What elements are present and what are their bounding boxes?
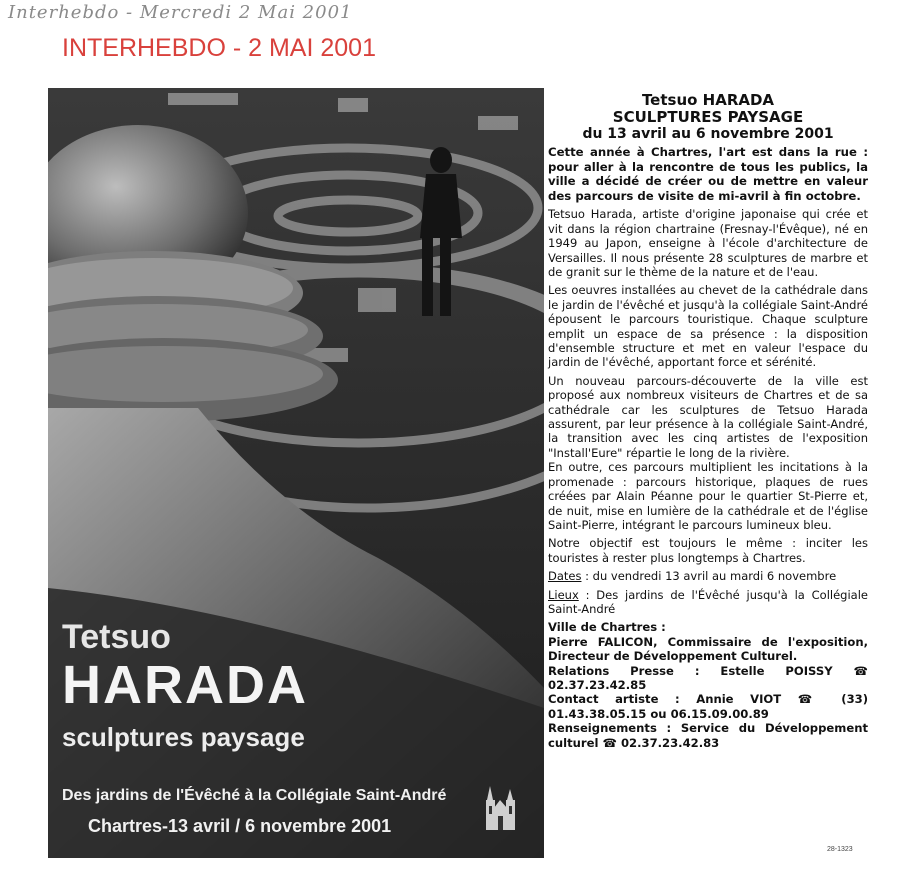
article-title-first: Tetsuo: [641, 91, 703, 109]
article-subtitle: SCULPTURES PAYSAGE: [612, 108, 804, 126]
publication-source: INTERHEBDO - 2 MAI 2001: [62, 34, 376, 62]
article-title: [548, 92, 868, 109]
article-paragraph: Les oeuvres installées au chevet de la cathédrale dans le jardin de l'évêché et jusqu'à la collégiale Saint-André épousent le parcours touristique. Chaque sculpture emplit un espace de sa présence : la disposition d'ensemble structure et met en valeur l'espace du jardin de l'évêché, apportant force et sérénité.: [548, 283, 868, 370]
article-paragraph: Un nouveau parcours-découverte de la ville est proposé aux nombreux visiteurs de Chartres et de sa cathédrale car les sculptures de Tetsuo Harada assurent, par leur présence à la collégiale Saint-André, la transition avec les cinq artistes de l'exposition "Install'Eure" répartie le long de la rivière.: [548, 373, 868, 460]
dates-label: Dates: [548, 569, 582, 584]
article-paragraph: En outre, ces parcours multiplient les incitations à la promenade : parcours historique, plaques de rues créées par Alain Péanne pour le quartier St-Pierre et, de nuit, mise en lumière de la cathédrale et de l'église Saint-Pierre, intégrant le parcours lumineux bleu.: [548, 460, 868, 532]
article-lieux: [548, 588, 868, 617]
poster-artist-last-name: HARADA: [62, 655, 308, 715]
article-paragraph: Notre objectif est toujours le même : inciter les touristes à rester plus longtemps à Chartres.: [548, 536, 868, 565]
contact-information: Renseignements : Service du Développement culturel ☎ 02.37.23.42.83: [548, 721, 868, 750]
cathedral-icon: [484, 786, 520, 832]
article-column: [548, 92, 868, 750]
article-title-last: HARADA: [702, 91, 775, 109]
poster-dates: Chartres-13 avril / 6 novembre 2001: [88, 816, 392, 836]
handwritten-note: Interhebdo - Mercredi 2 Mai 2001: [8, 2, 353, 23]
exhibition-poster: [48, 88, 544, 858]
article-date-range: du 13 avril au 6 novembre 2001: [582, 126, 834, 142]
article-paragraph: Tetsuo Harada, artiste d'origine japonaise qui crée et vit dans la région chartraine (Fresnay-l'Évêque), né en 1949 au Japon, enseigne à l'école d'architecture de Versailles. Il nous présente 28 sculptures de marbre et de granit sur le thème de la nature et de l'eau.: [548, 207, 868, 279]
lieux-value: : Des jardins de l'Évêché jusqu'à la Collégiale Saint-André: [548, 587, 868, 616]
poster-venue: Des jardins de l'Évêché à la Collégiale Saint-André: [62, 787, 447, 804]
contact-organizer: Ville de Chartres :: [548, 620, 666, 635]
article-dates: [548, 569, 868, 583]
poster-artist-first-name: Tetsuo: [62, 618, 171, 656]
contact-press: Relations Presse : Estelle POISSY ☎ 02.37.23.42.85: [548, 663, 868, 692]
article-lead: Cette année à Chartres, l'art est dans la rue : pour aller à la rencontre de tous les publics, la ville a décidé de créer ou de mettre en valeur des parcours de visite de mi-avril à fin octobre.: [548, 145, 868, 203]
lieux-label: Lieux: [548, 587, 579, 602]
contact-artist: Contact artiste : Annie VIOT ☎ (33) 01.43.38.05.15 ou 06.15.09.00.89: [548, 692, 868, 721]
contact-curator: Pierre FALICON, Commissaire de l'exposition, Directeur de Développement Culturel.: [548, 634, 868, 664]
poster-subtitle: sculptures paysage: [62, 722, 305, 752]
dates-value: : du vendredi 13 avril au mardi 6 novembre: [581, 569, 837, 584]
reference-number: 28-1323: [827, 846, 853, 853]
